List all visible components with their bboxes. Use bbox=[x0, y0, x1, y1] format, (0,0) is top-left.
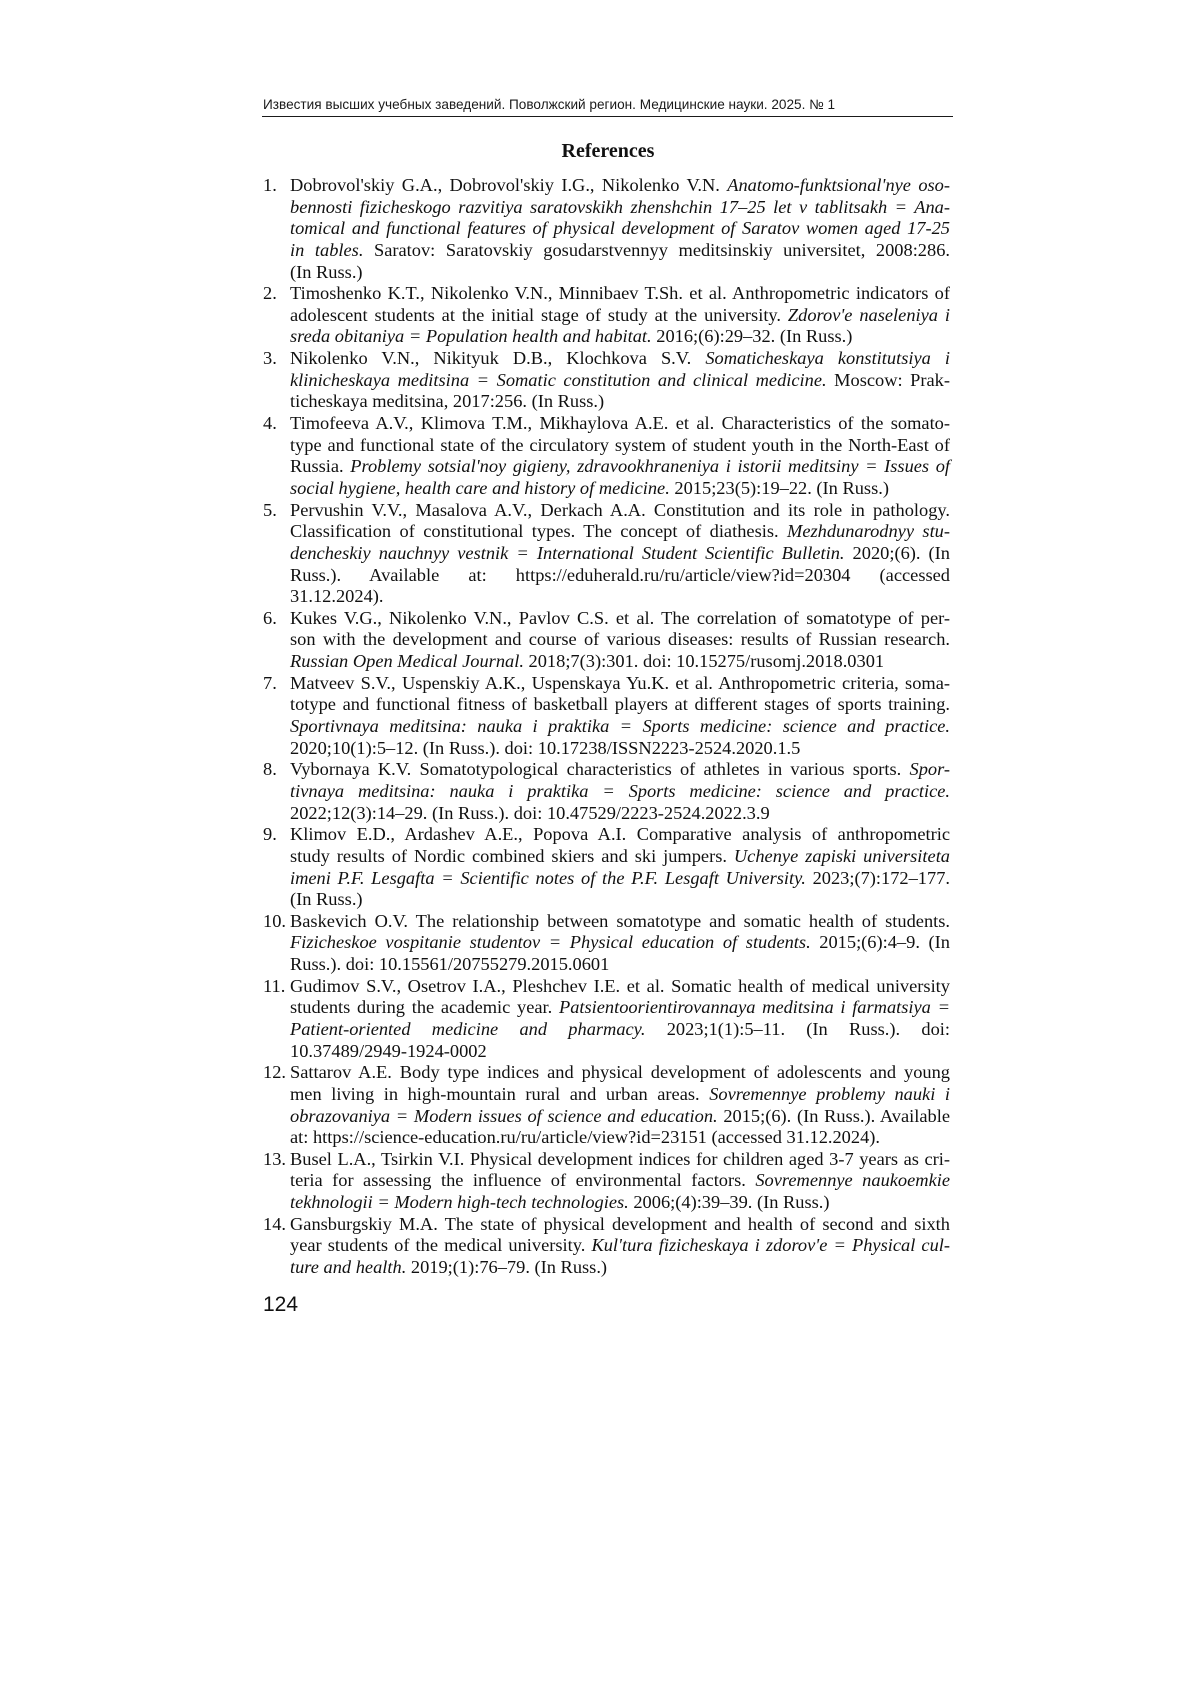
reference-text: Gudimov S.V., Osetrov I.A., Pleshchev I.E. et al. Somatic health of medical university bbox=[290, 975, 950, 996]
reference-line bbox=[290, 1257, 950, 1279]
reference-line bbox=[290, 1214, 950, 1236]
reference-text: students during the academic year. bbox=[290, 997, 559, 1018]
reference-body bbox=[290, 1062, 950, 1149]
reference-italic-text: Sovremennye problemy nauki i bbox=[709, 1083, 950, 1104]
references-heading: References bbox=[561, 140, 655, 162]
reference-italic-text: in tables. bbox=[290, 239, 364, 260]
reference-line bbox=[290, 868, 950, 890]
reference-body bbox=[290, 500, 950, 608]
reference-line bbox=[290, 391, 950, 413]
reference-line bbox=[290, 738, 950, 760]
running-header: Известия высших учебных заведений. Поволжский регион. Медицинские науки. 2025. № 1 bbox=[263, 97, 836, 112]
reference-line bbox=[290, 1084, 950, 1106]
reference-italic-text: Fizicheskoe vospitanie studentov = Physical education of students. bbox=[290, 932, 811, 953]
reference-body bbox=[290, 1214, 950, 1279]
reference-italic-text: social hygiene, health care and history of medicine. bbox=[290, 477, 670, 498]
reference-body bbox=[290, 348, 950, 413]
reference-body bbox=[290, 976, 950, 1063]
reference-line bbox=[290, 824, 950, 846]
reference-body bbox=[290, 175, 950, 283]
reference-text: 2015;(6). (In Russ.). Available bbox=[717, 1105, 950, 1126]
reference-italic-text: Spor- bbox=[909, 759, 950, 780]
reference-text: Timoshenko K.T., Nikolenko V.N., Minnibaev T.Sh. et al. Anthropometric indicators of bbox=[290, 283, 950, 304]
reference-line bbox=[290, 586, 950, 608]
reference-italic-text: bennosti fizicheskogo razvitiya saratovskikh zhenshchin 17–25 let v tablitsakh = Ana- bbox=[290, 196, 950, 217]
reference-line bbox=[290, 175, 950, 197]
reference-text: 10.37489/2949-1924-0002 bbox=[290, 1040, 487, 1061]
reference-text: 2015;23(5):19–22. (In Russ.) bbox=[669, 477, 889, 498]
reference-italic-text: Zdorov'e naseleniya i bbox=[787, 304, 950, 325]
page-number: 124 bbox=[263, 1293, 299, 1316]
reference-item bbox=[263, 283, 953, 348]
reference-line bbox=[290, 326, 950, 348]
reference-line bbox=[290, 608, 950, 630]
reference-body bbox=[290, 673, 950, 760]
reference-text: teria for assessing the influence of environmental factors. bbox=[290, 1170, 756, 1191]
reference-text: Russ.). Available at: https://eduherald.ru/ru/article/view?id=20304 (accessed bbox=[290, 564, 950, 585]
reference-text: Baskevich O.V. The relationship between somatotype and somatic health of students. bbox=[290, 910, 950, 931]
reference-list bbox=[263, 175, 953, 1279]
reference-item bbox=[263, 824, 953, 911]
reference-text: study results of Nordic combined skiers and ski jumpers. bbox=[290, 845, 734, 866]
reference-line bbox=[290, 976, 950, 998]
reference-text: 2019;(1):76–79. (In Russ.) bbox=[406, 1257, 608, 1278]
reference-text: Saratov: Saratovskiy gosudarstvennyy meditsinskiy universitet, 2008:286. bbox=[363, 239, 950, 260]
reference-line bbox=[290, 197, 950, 219]
reference-italic-text: Mezhdunarodnyy stu- bbox=[787, 521, 950, 542]
reference-number: 12. bbox=[263, 1062, 286, 1083]
reference-italic-text: dencheskiy nauchnyy vestnik = International Student Scientific Bulletin. bbox=[290, 542, 845, 563]
reference-italic-text: Sovremennye naukoemkie bbox=[755, 1170, 950, 1191]
reference-line bbox=[290, 262, 950, 284]
reference-line bbox=[290, 218, 950, 240]
reference-text: Moscow: Prak- bbox=[826, 369, 951, 390]
reference-text: at: https://science-education.ru/ru/article/view?id=23151 (accessed 31.12.2024). bbox=[290, 1127, 880, 1148]
reference-item bbox=[263, 759, 953, 824]
reference-line bbox=[290, 846, 950, 868]
reference-item bbox=[263, 413, 953, 500]
reference-text: (In Russ.) bbox=[290, 889, 363, 910]
reference-number: 1. bbox=[263, 175, 277, 195]
reference-line bbox=[290, 1170, 950, 1192]
reference-line bbox=[290, 1019, 950, 1041]
reference-line bbox=[290, 932, 950, 954]
reference-text: Russia. bbox=[290, 456, 351, 477]
reference-number: 14. bbox=[263, 1213, 286, 1234]
reference-line bbox=[290, 716, 950, 738]
reference-item bbox=[263, 976, 953, 1063]
reference-italic-text: imeni P.F. Lesgafta = Scientific notes of the P.F. Lesgaft University. bbox=[290, 867, 806, 888]
reference-text: son with the development and course of various diseases: results of Russian research. bbox=[290, 629, 950, 650]
reference-number: 8. bbox=[263, 759, 277, 780]
reference-line bbox=[290, 240, 950, 262]
reference-line bbox=[290, 954, 950, 976]
header-divider bbox=[262, 116, 953, 117]
reference-text: 2006;(4):39–39. (In Russ.) bbox=[628, 1192, 830, 1213]
reference-item bbox=[263, 1062, 953, 1149]
reference-text: Classification of constitutional types. The concept of diathesis. bbox=[290, 521, 787, 542]
reference-text: men living in high-mountain rural and urban areas. bbox=[290, 1083, 710, 1104]
reference-italic-text: Patsientoorientirovannaya meditsina i farmatsiya = bbox=[558, 997, 950, 1018]
reference-line bbox=[290, 629, 950, 651]
reference-line bbox=[290, 694, 950, 716]
reference-line bbox=[290, 759, 950, 781]
reference-italic-text: Russian Open Medical Journal. bbox=[290, 651, 524, 672]
reference-text: 2020;10(1):5–12. (In Russ.). doi: 10.17238/ISSN2223-2524.2020.1.5 bbox=[290, 737, 801, 758]
reference-text: Nikolenko V.N., Nikityuk D.B., Klochkova S.V. bbox=[290, 348, 706, 369]
reference-line bbox=[290, 781, 950, 803]
reference-text: 2023;1(1):5–11. (In Russ.). doi: bbox=[645, 1018, 950, 1039]
reference-number: 7. bbox=[263, 672, 277, 693]
reference-line bbox=[290, 889, 950, 911]
reference-line bbox=[290, 1149, 950, 1171]
reference-text: Timofeeva A.V., Klimova T.M., Mikhaylova A.E. et al. Characteristics of the somato- bbox=[290, 413, 950, 434]
reference-text: year students of the medical university. bbox=[290, 1235, 592, 1256]
reference-line bbox=[290, 1041, 950, 1063]
reference-text: 2022;12(3):14–29. (In Russ.). doi: 10.47529/2223-2524.2022.3.9 bbox=[290, 802, 770, 823]
reference-line bbox=[290, 305, 950, 327]
reference-line bbox=[290, 435, 950, 457]
reference-body bbox=[290, 911, 950, 976]
reference-line bbox=[290, 543, 950, 565]
reference-text: type and functional state of the circulatory system of student youth in the North-East of bbox=[290, 434, 950, 455]
reference-text: adolescent students at the initial stage of study at the university. bbox=[290, 304, 788, 325]
reference-item bbox=[263, 1214, 953, 1279]
reference-line bbox=[290, 413, 950, 435]
reference-text: Russ.). doi: 10.15561/20755279.2015.0601 bbox=[290, 954, 610, 975]
reference-line bbox=[290, 1192, 950, 1214]
reference-text: Matveev S.V., Uspenskiy A.K., Uspenskaya Yu.K. et al. Anthropometric criteria, soma- bbox=[290, 672, 950, 693]
reference-line bbox=[290, 500, 950, 522]
reference-text: Sattarov A.E. Body type indices and physical development of adolescents and young bbox=[290, 1062, 950, 1083]
reference-text: 2023;(7):172–177. bbox=[805, 867, 950, 888]
reference-line bbox=[290, 456, 950, 478]
reference-text: Dobrovol'skiy G.A., Dobrovol'skiy I.G., Nikolenko V.N. bbox=[290, 175, 728, 195]
reference-text: Vybornaya K.V. Somatotypological characteristics of athletes in various sports. bbox=[290, 759, 910, 780]
reference-text: 2016;(6):29–32. (In Russ.) bbox=[651, 326, 853, 347]
reference-text: 2015;(6):4–9. (In bbox=[810, 932, 950, 953]
reference-item bbox=[263, 608, 953, 673]
reference-text: 2020;(6). (In bbox=[844, 542, 950, 563]
reference-text: Gansburgskiy M.A. The state of physical development and health of second and sixth bbox=[290, 1213, 950, 1234]
reference-number: 9. bbox=[263, 824, 277, 845]
reference-text: 2018;7(3):301. doi: 10.15275/rusomj.2018.0301 bbox=[523, 651, 885, 672]
reference-text: 31.12.2024). bbox=[290, 586, 384, 607]
reference-italic-text: obrazovaniya = Modern issues of science and education. bbox=[290, 1105, 718, 1126]
reference-line bbox=[290, 283, 950, 305]
reference-line bbox=[290, 1062, 950, 1084]
reference-line bbox=[290, 997, 950, 1019]
reference-italic-text: Somaticheskaya konstitutsiya i bbox=[705, 348, 950, 369]
reference-number: 10. bbox=[263, 910, 286, 931]
reference-item bbox=[263, 175, 953, 283]
reference-line bbox=[290, 911, 950, 933]
reference-line bbox=[290, 803, 950, 825]
reference-item bbox=[263, 673, 953, 760]
reference-italic-text: tomical and functional features of physical development of Saratov women aged 17-25 bbox=[290, 218, 950, 239]
reference-item bbox=[263, 500, 953, 608]
reference-text: Pervushin V.V., Masalova A.V., Derkach A.A. Constitution and its role in pathology. bbox=[290, 499, 950, 520]
reference-line bbox=[290, 651, 950, 673]
reference-italic-text: Patient-oriented medicine and pharmacy. bbox=[290, 1018, 646, 1039]
reference-italic-text: Anatomo-funktsional'nye oso- bbox=[727, 175, 950, 195]
reference-line bbox=[290, 1235, 950, 1257]
reference-number: 6. bbox=[263, 607, 277, 628]
reference-number: 2. bbox=[263, 283, 277, 304]
reference-item bbox=[263, 911, 953, 976]
reference-line bbox=[290, 1127, 950, 1149]
reference-italic-text: tekhnologii = Modern high-tech technologies. bbox=[290, 1192, 629, 1213]
reference-italic-text: Kul'tura fizicheskaya i zdorov'e = Physical cul- bbox=[591, 1235, 950, 1256]
reference-line bbox=[290, 348, 950, 370]
reference-body bbox=[290, 1149, 950, 1214]
reference-item bbox=[263, 348, 953, 413]
reference-body bbox=[290, 283, 950, 348]
reference-line bbox=[290, 673, 950, 695]
reference-text: ticheskaya meditsina, 2017:256. (In Russ.) bbox=[290, 391, 605, 412]
reference-item bbox=[263, 1149, 953, 1214]
reference-text: (In Russ.) bbox=[290, 261, 363, 282]
reference-text: Kukes V.G., Nikolenko V.N., Pavlov C.S. et al. The correlation of somatotype of per- bbox=[290, 607, 950, 628]
reference-number: 5. bbox=[263, 499, 277, 520]
reference-italic-text: Uchenye zapiski universiteta bbox=[733, 845, 950, 866]
reference-italic-text: ture and health. bbox=[290, 1257, 407, 1278]
reference-text: totype and functional fitness of basketball players at different stages of sports training. bbox=[290, 694, 950, 715]
reference-italic-text: Problemy sotsial'noy gigieny, zdravookhraneniya i istorii meditsiny = Issues of bbox=[350, 456, 950, 477]
reference-italic-text: Sportivnaya meditsina: nauka i praktika = Sports medicine: science and practice. bbox=[290, 716, 950, 737]
reference-body bbox=[290, 608, 950, 673]
reference-italic-text: sreda obitaniya = Population health and habitat. bbox=[290, 326, 652, 347]
reference-text: Busel L.A., Tsirkin V.I. Physical development indices for children aged 3-7 years as cri- bbox=[290, 1148, 950, 1169]
reference-number: 11. bbox=[263, 975, 286, 996]
reference-italic-text: klinicheskaya meditsina = Somatic constitution and clinical medicine. bbox=[290, 369, 827, 390]
reference-body bbox=[290, 824, 950, 911]
reference-line bbox=[290, 1106, 950, 1128]
reference-number: 13. bbox=[263, 1148, 286, 1169]
reference-number: 3. bbox=[263, 348, 277, 369]
reference-line bbox=[290, 565, 950, 587]
reference-line bbox=[290, 478, 950, 500]
reference-number: 4. bbox=[263, 413, 277, 434]
reference-line bbox=[290, 521, 950, 543]
reference-line bbox=[290, 370, 950, 392]
reference-body bbox=[290, 413, 950, 500]
reference-text: Klimov E.D., Ardashev A.E., Popova A.I. Comparative analysis of anthropometric bbox=[290, 824, 950, 845]
reference-italic-text: tivnaya meditsina: nauka i praktika = Sports medicine: science and practice. bbox=[290, 780, 950, 801]
reference-body bbox=[290, 759, 950, 824]
